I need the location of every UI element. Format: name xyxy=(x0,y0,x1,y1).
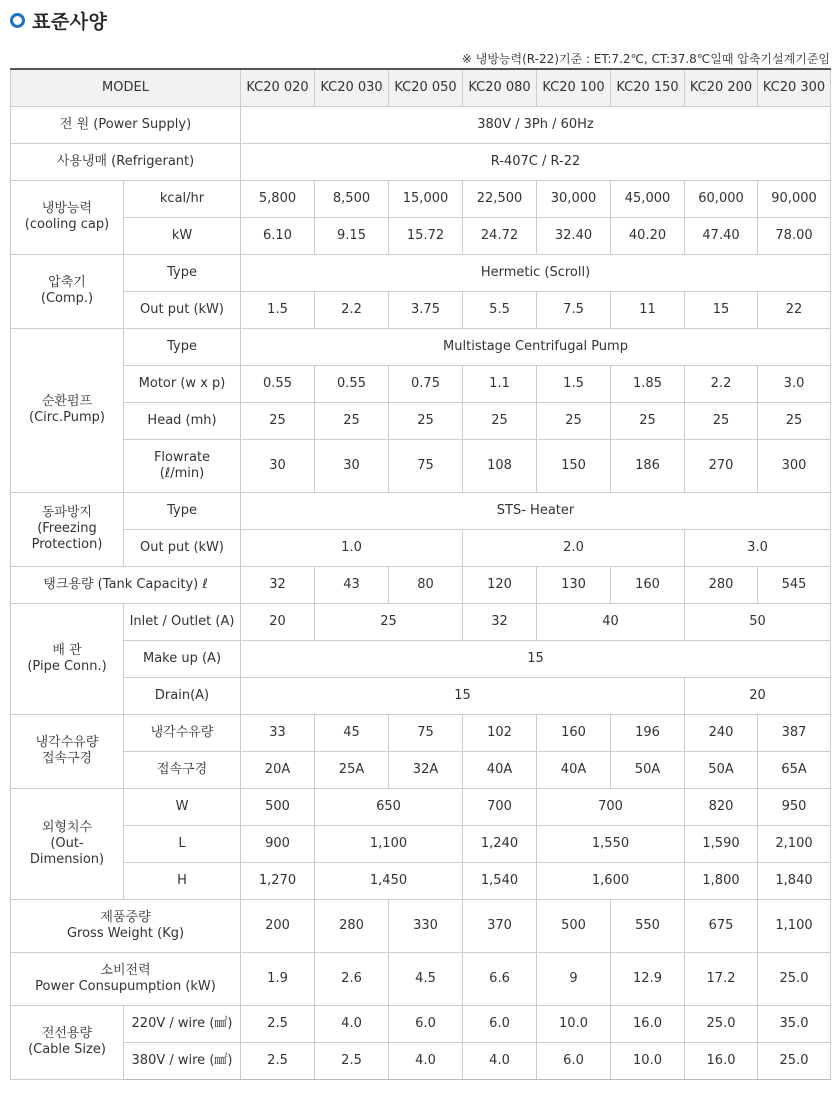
weight-label-en: Gross Weight (Kg) xyxy=(66,925,185,941)
table-cell: 545 xyxy=(758,566,831,603)
weight-row xyxy=(11,899,831,952)
table-cell: 270 xyxy=(685,439,758,492)
power-label-ko: 소비전력 xyxy=(100,962,151,978)
reference-note: ※ 냉방능력(R-22)기준 : ET:7.2℃, CT:37.8℃일때 압축기설계기준임 xyxy=(461,52,830,66)
table-cell: 280 xyxy=(685,566,758,603)
pipe-label-en: (Pipe Conn.) xyxy=(27,658,107,674)
table-cell: 240 xyxy=(685,714,758,751)
table-cell: 45 xyxy=(315,714,389,751)
table-cell: 1,540 xyxy=(463,862,537,899)
table-cell: 1.5 xyxy=(241,291,315,328)
table-cell: 40.20 xyxy=(611,217,685,254)
table-cell: 12.9 xyxy=(611,952,685,1005)
pipe-inlet-row xyxy=(11,603,831,640)
table-cell: 75 xyxy=(389,439,463,492)
pump-motor-label: Motor (w x p) xyxy=(124,365,241,402)
model-name: KC20 200 xyxy=(685,69,758,106)
table-cell: 40A xyxy=(537,751,611,788)
pump-flow-label xyxy=(124,439,241,492)
freezing-label: 동파방지 xyxy=(41,505,93,520)
cw-flow-row xyxy=(11,714,831,751)
comp-type-value: Hermetic (Scroll) xyxy=(241,254,831,291)
pump-type-label: Type xyxy=(124,328,241,365)
table-cell: 2.6 xyxy=(315,952,389,1005)
table-cell: 1,450 xyxy=(315,862,463,899)
table-cell: 32.40 xyxy=(537,217,611,254)
cw-label2: 접속구경 xyxy=(41,751,93,766)
table-cell: 1.0 xyxy=(241,529,463,566)
table-cell: 387 xyxy=(758,714,831,751)
pipe-makeup-label: Make up (A) xyxy=(124,640,241,677)
model-name: KC20 100 xyxy=(537,69,611,106)
table-cell: 2.5 xyxy=(241,1005,315,1042)
table-cell: 30,000 xyxy=(537,180,611,217)
pump-type-row xyxy=(11,328,831,365)
comp-output-label: Out put (kW) xyxy=(124,291,241,328)
cw-label: 냉각수유량 xyxy=(35,735,99,750)
table-cell: 75 xyxy=(389,714,463,751)
table-cell: 900 xyxy=(241,825,315,862)
table-cell: 43 xyxy=(315,566,389,603)
table-cell: 15.72 xyxy=(389,217,463,254)
cooling-label: 냉방능력 xyxy=(41,201,93,216)
cw-conn-label: 접속구경 xyxy=(124,751,241,788)
refrigerant-row xyxy=(11,143,831,180)
table-cell: 25.0 xyxy=(758,1042,831,1079)
freezing-type-label: Type xyxy=(124,492,241,529)
page-header xyxy=(10,6,107,34)
cable-220-label: 220V / wire (㎟) xyxy=(124,1005,241,1042)
table-cell: 2.2 xyxy=(315,291,389,328)
table-cell: 8,500 xyxy=(315,180,389,217)
refrigerant-label: 사용냉매 (Refrigerant) xyxy=(11,143,241,180)
flow-label: Flowrate xyxy=(153,449,211,465)
table-cell: 650 xyxy=(315,788,463,825)
pipe-label: 배 관 xyxy=(52,642,82,658)
table-cell: 32A xyxy=(389,751,463,788)
table-cell: 16.0 xyxy=(611,1005,685,1042)
table-cell: 102 xyxy=(463,714,537,751)
table-cell: 950 xyxy=(758,788,831,825)
table-cell: 50A xyxy=(685,751,758,788)
table-cell: 4.0 xyxy=(463,1042,537,1079)
table-cell: 120 xyxy=(463,566,537,603)
table-cell: 17.2 xyxy=(685,952,758,1005)
table-cell: 1,600 xyxy=(537,862,685,899)
table-cell: 2.2 xyxy=(685,365,758,402)
dim-group-label xyxy=(11,788,124,899)
table-cell: 1.85 xyxy=(611,365,685,402)
table-cell: 4.0 xyxy=(389,1042,463,1079)
table-cell: 675 xyxy=(685,899,758,952)
table-cell: 550 xyxy=(611,899,685,952)
pump-label-en: (Circ.Pump) xyxy=(29,410,105,425)
table-cell: 700 xyxy=(537,788,685,825)
freezing-type-value: STS- Heater xyxy=(241,492,831,529)
dim-label: 외형치수 xyxy=(41,819,93,835)
table-cell: 11 xyxy=(611,291,685,328)
table-cell: 5,800 xyxy=(241,180,315,217)
tank-row xyxy=(11,566,831,603)
table-cell: 500 xyxy=(241,788,315,825)
model-label: MODEL xyxy=(11,69,241,106)
pump-head-row xyxy=(11,402,831,439)
table-cell: 0.55 xyxy=(241,365,315,402)
table-cell: 15 xyxy=(241,677,685,714)
cooling-label-en: (cooling cap) xyxy=(24,217,110,232)
table-cell: 6.0 xyxy=(537,1042,611,1079)
power-supply-value: 380V / 3Ph / 60Hz xyxy=(241,106,831,143)
table-cell: 196 xyxy=(611,714,685,751)
pump-type-value: Multistage Centrifugal Pump xyxy=(241,328,831,365)
table-cell: 1,590 xyxy=(685,825,758,862)
table-cell: 20 xyxy=(685,677,831,714)
pipe-drain-label: Drain(A) xyxy=(124,677,241,714)
dim-h-label: H xyxy=(124,862,241,899)
bullet-icon xyxy=(10,13,25,28)
flow-unit: (ℓ/min) xyxy=(159,465,205,481)
dim-label-en2: Dimension) xyxy=(29,851,105,867)
cable-label: 전선용량 xyxy=(41,1026,93,1041)
cooling-group-label xyxy=(11,180,124,254)
table-cell: 130 xyxy=(537,566,611,603)
model-name: KC20 020 xyxy=(241,69,315,106)
table-cell: 5.5 xyxy=(463,291,537,328)
page-title: 표준사양 xyxy=(32,10,108,33)
table-cell: 6.10 xyxy=(241,217,315,254)
model-name: KC20 030 xyxy=(315,69,389,106)
cable-label-en: (Cable Size) xyxy=(28,1042,106,1057)
table-cell: 150 xyxy=(537,439,611,492)
table-cell: 15 xyxy=(685,291,758,328)
table-cell: 25 xyxy=(463,402,537,439)
table-cell: 1,800 xyxy=(685,862,758,899)
kcal-label: kcal/hr xyxy=(124,180,241,217)
table-cell: 35.0 xyxy=(758,1005,831,1042)
table-cell: 40A xyxy=(463,751,537,788)
table-cell: 22 xyxy=(758,291,831,328)
pump-head-label: Head (mh) xyxy=(124,402,241,439)
pump-group-label xyxy=(11,328,124,492)
table-cell: 3.75 xyxy=(389,291,463,328)
table-cell: 4.0 xyxy=(315,1005,389,1042)
table-cell: 50 xyxy=(685,603,831,640)
table-cell: 65A xyxy=(758,751,831,788)
table-cell: 25.0 xyxy=(758,952,831,1005)
table-cell: 47.40 xyxy=(685,217,758,254)
table-cell: 25 xyxy=(241,402,315,439)
cable-group-label xyxy=(11,1005,124,1079)
table-cell: 1.1 xyxy=(463,365,537,402)
cw-group-label xyxy=(11,714,124,788)
freezing-label-en: (Freezing xyxy=(37,521,97,536)
freezing-group-label xyxy=(11,492,124,566)
table-cell: 1,100 xyxy=(758,899,831,952)
comp-type-label: Type xyxy=(124,254,241,291)
table-cell: 2.5 xyxy=(241,1042,315,1079)
dim-h-row xyxy=(11,862,831,899)
table-cell: 1,270 xyxy=(241,862,315,899)
pipe-drain-row xyxy=(11,677,831,714)
table-cell: 25 xyxy=(685,402,758,439)
table-cell: 2,100 xyxy=(758,825,831,862)
table-cell: 3.0 xyxy=(685,529,831,566)
table-cell: 25 xyxy=(315,402,389,439)
weight-label xyxy=(11,899,241,952)
table-cell: 0.75 xyxy=(389,365,463,402)
tank-label: 탱크용량 (Tank Capacity) ℓ xyxy=(11,566,241,603)
table-cell: 32 xyxy=(463,603,537,640)
comp-label: 압축기 xyxy=(48,275,86,290)
table-cell: 108 xyxy=(463,439,537,492)
table-cell: 25 xyxy=(758,402,831,439)
table-cell: 9.15 xyxy=(315,217,389,254)
table-cell: 25.0 xyxy=(685,1005,758,1042)
pipe-makeup-row xyxy=(11,640,831,677)
table-cell: 50A xyxy=(611,751,685,788)
freezing-output-row xyxy=(11,529,831,566)
power-row xyxy=(11,952,831,1005)
table-cell: 9 xyxy=(537,952,611,1005)
cooling-kcal-row xyxy=(11,180,831,217)
pump-flow-row xyxy=(11,439,831,492)
table-cell: 20 xyxy=(241,603,315,640)
table-cell: 90,000 xyxy=(758,180,831,217)
dim-w-row xyxy=(11,788,831,825)
table-cell: 2.0 xyxy=(463,529,685,566)
table-cell: 25A xyxy=(315,751,389,788)
cw-conn-row xyxy=(11,751,831,788)
pipe-inlet-label: Inlet / Outlet (A) xyxy=(124,603,241,640)
comp-type-row xyxy=(11,254,831,291)
comp-output-row xyxy=(11,291,831,328)
table-cell: 78.00 xyxy=(758,217,831,254)
table-cell: 160 xyxy=(611,566,685,603)
model-name: KC20 150 xyxy=(611,69,685,106)
model-name: KC20 050 xyxy=(389,69,463,106)
spec-table xyxy=(10,68,831,1080)
dim-label-en: (Out- xyxy=(50,835,84,851)
table-cell: 700 xyxy=(463,788,537,825)
table-cell: 500 xyxy=(537,899,611,952)
table-cell: 30 xyxy=(241,439,315,492)
table-cell: 25 xyxy=(537,402,611,439)
table-cell: 1.5 xyxy=(537,365,611,402)
table-cell: 820 xyxy=(685,788,758,825)
comp-label-en: (Comp.) xyxy=(40,291,94,306)
dim-l-label: L xyxy=(124,825,241,862)
table-cell: 25 xyxy=(315,603,463,640)
table-cell: 1,100 xyxy=(315,825,463,862)
table-cell: 15,000 xyxy=(389,180,463,217)
power-label xyxy=(11,952,241,1005)
pump-label: 순환펌프 xyxy=(41,394,93,409)
model-row xyxy=(11,69,831,106)
table-cell: 25 xyxy=(611,402,685,439)
dim-l-row xyxy=(11,825,831,862)
cooling-kw-row xyxy=(11,217,831,254)
table-cell: 10.0 xyxy=(537,1005,611,1042)
table-cell: 7.5 xyxy=(537,291,611,328)
freezing-output-label: Out put (kW) xyxy=(124,529,241,566)
table-cell: 45,000 xyxy=(611,180,685,217)
weight-label-ko: 제품중량 xyxy=(100,909,151,925)
table-cell: 24.72 xyxy=(463,217,537,254)
table-cell: 2.5 xyxy=(315,1042,389,1079)
table-cell: 30 xyxy=(315,439,389,492)
cable-220-row xyxy=(11,1005,831,1042)
table-cell: 4.5 xyxy=(389,952,463,1005)
table-cell: 80 xyxy=(389,566,463,603)
cw-flow-label: 냉각수유량 xyxy=(124,714,241,751)
table-cell: 3.0 xyxy=(758,365,831,402)
table-cell: 32 xyxy=(241,566,315,603)
table-cell: 25 xyxy=(389,402,463,439)
table-cell: 60,000 xyxy=(685,180,758,217)
table-cell: 186 xyxy=(611,439,685,492)
cable-380-label: 380V / wire (㎟) xyxy=(124,1042,241,1079)
dim-w-label: W xyxy=(124,788,241,825)
pump-motor-row xyxy=(11,365,831,402)
table-cell: 10.0 xyxy=(611,1042,685,1079)
table-cell: 15 xyxy=(241,640,831,677)
table-cell: 6.0 xyxy=(389,1005,463,1042)
table-cell: 160 xyxy=(537,714,611,751)
model-name: KC20 300 xyxy=(758,69,831,106)
model-name: KC20 080 xyxy=(463,69,537,106)
table-cell: 200 xyxy=(241,899,315,952)
power-supply-label: 전 원 (Power Supply) xyxy=(11,106,241,143)
table-cell: 1.9 xyxy=(241,952,315,1005)
power-label-en: Power Consupumption (kW) xyxy=(35,978,216,994)
table-cell: 33 xyxy=(241,714,315,751)
freezing-label-en2: Protection) xyxy=(31,537,103,552)
table-cell: 1,240 xyxy=(463,825,537,862)
table-cell: 1,550 xyxy=(537,825,685,862)
cable-380-row xyxy=(11,1042,831,1079)
pipe-group-label xyxy=(11,603,124,714)
table-cell: 1,840 xyxy=(758,862,831,899)
table-cell: 370 xyxy=(463,899,537,952)
table-cell: 20A xyxy=(241,751,315,788)
power-supply-row xyxy=(11,106,831,143)
table-cell: 40 xyxy=(537,603,685,640)
comp-group-label xyxy=(11,254,124,328)
table-cell: 16.0 xyxy=(685,1042,758,1079)
kw-label: kW xyxy=(124,217,241,254)
table-cell: 300 xyxy=(758,439,831,492)
refrigerant-value: R-407C / R-22 xyxy=(241,143,831,180)
table-cell: 6.0 xyxy=(463,1005,537,1042)
table-cell: 22,500 xyxy=(463,180,537,217)
table-cell: 0.55 xyxy=(315,365,389,402)
table-cell: 6.6 xyxy=(463,952,537,1005)
freezing-type-row xyxy=(11,492,831,529)
table-cell: 280 xyxy=(315,899,389,952)
table-cell: 330 xyxy=(389,899,463,952)
